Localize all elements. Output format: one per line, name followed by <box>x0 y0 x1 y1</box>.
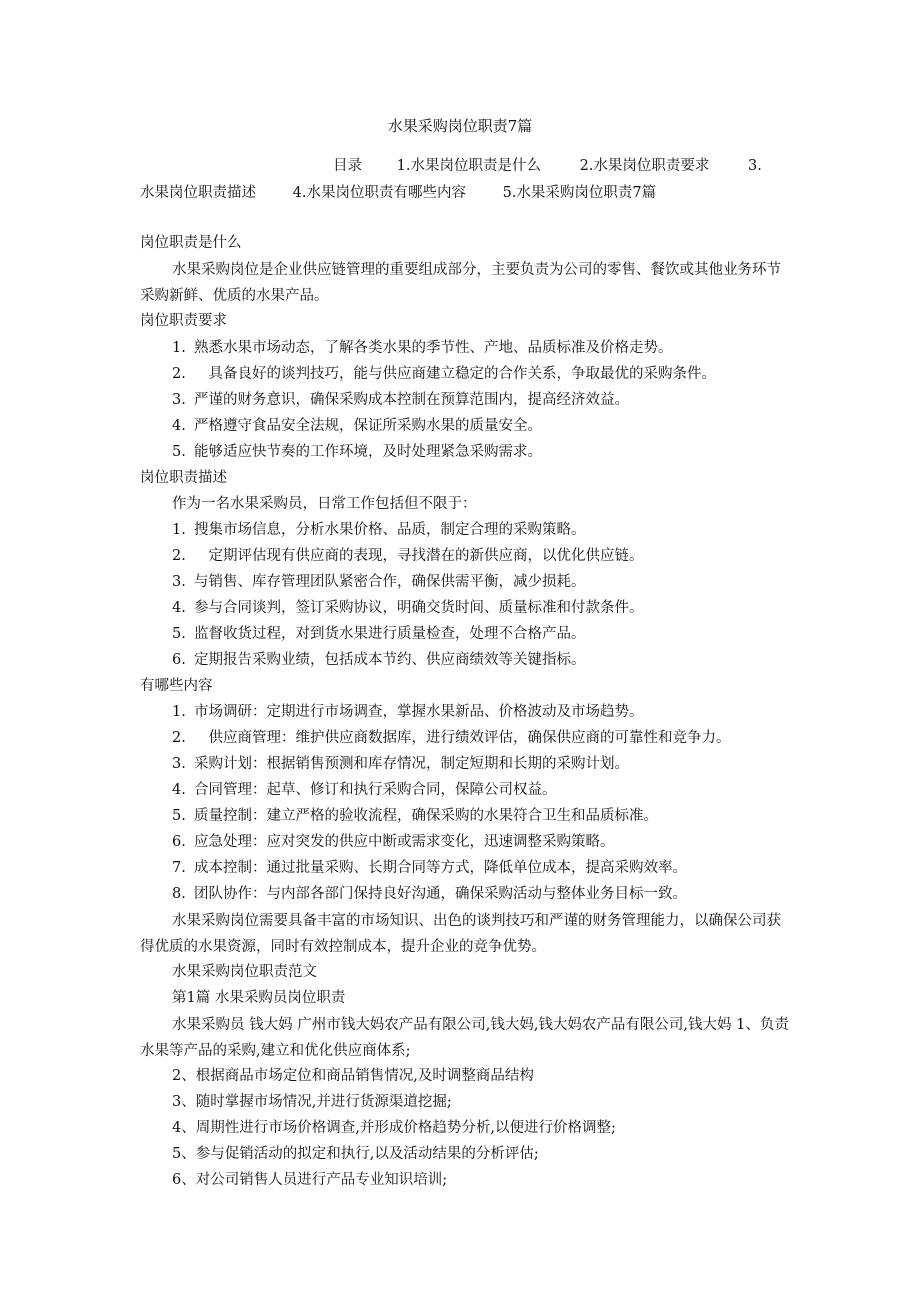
table-of-contents-line-1 <box>333 154 762 175</box>
sample-list-item: 6、对公司销售人员进行产品专业知识培训; <box>172 1172 448 1188</box>
list-item <box>172 518 586 539</box>
list-item-number: 6. <box>172 652 186 668</box>
toc-entry-1[interactable]: 1.水果岗位职责是什么 <box>396 158 541 174</box>
section-heading-requirements: 岗位职责要求 <box>140 313 227 329</box>
list-item-text: 定期评估现有供应商的表现，寻找潜在的新供应商，以优化供应链。 <box>194 548 644 564</box>
conclusion-paragraph: 水果采购岗位需要具备丰富的市场知识、出色的谈判技巧和严谨的财务管理能力，以确保公司获得优质的水果资源，同时有效控制成本，提升企业的竞争优势。 <box>140 913 781 955</box>
list-item-text: 参与合同谈判，签订采购协议，明确交货时间、质量标准和付款条件。 <box>194 600 644 616</box>
list-item-number: 2. <box>172 548 186 564</box>
list-item-number: 4. <box>172 418 186 434</box>
list-item-text: 熟悉水果市场动态，了解各类水果的季节性、产地、品质标准及价格走势。 <box>194 340 673 356</box>
list-item-text: 定期报告采购业绩，包括成本节约、供应商绩效等关键指标。 <box>194 652 586 668</box>
list-item-text: 严格遵守食品安全法规，保证所采购水果的质量安全。 <box>194 418 542 434</box>
toc-entry-5[interactable]: 5.水果采购岗位职责7篇 <box>502 185 657 201</box>
list-item-number: 5. <box>172 444 186 460</box>
list-item-number: 1. <box>172 522 186 538</box>
list-item <box>172 804 658 825</box>
list-item <box>172 882 687 903</box>
list-item-text: 市场调研：定期进行市场调查，掌握水果新品、价格波动及市场趋势。 <box>194 704 644 720</box>
list-item <box>172 570 586 591</box>
list-item-text: 合同管理：起草、修订和执行采购合同，保障公司权益。 <box>194 782 557 798</box>
list-item-text: 能够适应快节奏的工作环境，及时处理紧急采购需求。 <box>194 444 542 460</box>
list-item-number: 5. <box>172 626 186 642</box>
list-item-text: 搜集市场信息，分析水果价格、品质，制定合理的采购策略。 <box>194 522 586 538</box>
section-heading-description: 岗位职责描述 <box>140 470 227 486</box>
section-intro: 作为一名水果采购员，日常工作包括但不限于： <box>172 496 477 512</box>
list-item-number: 1. <box>172 340 186 356</box>
list-item <box>172 414 542 435</box>
list-item <box>172 622 586 643</box>
document-title: 水果采购岗位职责7篇 <box>387 117 533 135</box>
toc-entry-4[interactable]: 4.水果岗位职责有哪些内容 <box>292 185 466 201</box>
list-item-number: 2. <box>172 730 186 746</box>
list-item-text: 严谨的财务意识，确保采购成本控制在预算范围内，提高经济效益。 <box>194 392 629 408</box>
list-item-number: 3. <box>172 392 186 408</box>
list-item <box>172 388 629 409</box>
list-item-number: 5. <box>172 808 186 824</box>
list-item-number: 3. <box>172 756 186 772</box>
list-item-number: 4. <box>172 782 186 798</box>
list-item-text: 具备良好的谈判技巧，能与供应商建立稳定的合作关系，争取最优的采购条件。 <box>194 366 716 382</box>
list-item-text: 质量控制：建立严格的验收流程，确保采购的水果符合卫生和品质标准。 <box>194 808 658 824</box>
list-item <box>172 336 673 357</box>
list-item-number: 8. <box>172 886 186 902</box>
list-item <box>172 700 644 721</box>
list-item-number: 7. <box>172 860 186 876</box>
list-item-text: 供应商管理：维护供应商数据库，进行绩效评估，确保供应商的可靠性和竞争力。 <box>194 730 731 746</box>
section-heading-contents: 有哪些内容 <box>140 678 213 694</box>
list-item <box>172 752 629 773</box>
list-item <box>172 362 716 383</box>
list-item-number: 1. <box>172 704 186 720</box>
samples-heading: 水果采购岗位职责范文 <box>172 964 317 980</box>
toc-entry-3[interactable]: 水果岗位职责描述 <box>140 185 256 201</box>
list-item-text: 应急处理：应对突发的供应中断或需求变化，迅速调整采购策略。 <box>194 834 615 850</box>
list-item-text: 团队协作：与内部各部门保持良好沟通，确保采购活动与整体业务目标一致。 <box>194 886 687 902</box>
sample-list-item: 2、根据商品市场定位和商品销售情况,及时调整商品结构 <box>172 1068 534 1084</box>
sample-part-title: 第1篇 水果采购员岗位职责 <box>172 990 346 1006</box>
list-item-number: 3. <box>172 574 186 590</box>
toc-entry-2[interactable]: 2.水果岗位职责要求 <box>579 158 710 174</box>
list-item <box>172 830 615 851</box>
list-item-text: 采购计划：根据销售预测和库存情况，制定短期和长期的采购计划。 <box>194 756 629 772</box>
list-item <box>172 726 731 747</box>
list-item <box>172 440 542 461</box>
sample-intro-paragraph: 水果采购员 钱大妈 广州市钱大妈农产品有限公司,钱大妈,钱大妈农产品有限公司,钱大妈 1、负责水果等产品的采购,建立和优化供应商体系; <box>140 1017 789 1059</box>
toc-label: 目录 <box>333 158 362 174</box>
list-item <box>172 544 644 565</box>
list-item-number: 6. <box>172 834 186 850</box>
list-item-text: 成本控制：通过批量采购、长期合同等方式，降低单位成本，提高采购效率。 <box>194 860 687 876</box>
sample-list-item: 3、随时掌握市场情况,并进行货源渠道挖掘; <box>172 1094 452 1110</box>
list-item-text: 监督收货过程，对到货水果进行质量检查，处理不合格产品。 <box>194 626 586 642</box>
list-item-number: 4. <box>172 600 186 616</box>
sample-list-item: 4、周期性进行市场价格调查,并形成价格趋势分析,以便进行价格调整; <box>172 1120 616 1136</box>
table-of-contents-line-2 <box>140 181 656 202</box>
list-item <box>172 596 644 617</box>
sample-list-item: 5、参与促销活动的拟定和执行,以及活动结果的分析评估; <box>172 1146 539 1162</box>
section-heading-duties: 岗位职责是什么 <box>140 235 242 251</box>
section-paragraph-duties: 水果采购岗位是企业供应链管理的重要组成部分，主要负责为公司的零售、餐饮或其他业务环节采购新鲜、优质的水果产品。 <box>140 262 781 304</box>
list-item <box>172 778 557 799</box>
list-item-text: 与销售、库存管理团队紧密合作，确保供需平衡，减少损耗。 <box>194 574 586 590</box>
toc-entry-3-number[interactable]: 3. <box>748 158 762 174</box>
list-item <box>172 648 586 669</box>
list-item-number: 2. <box>172 366 186 382</box>
list-item <box>172 856 687 877</box>
